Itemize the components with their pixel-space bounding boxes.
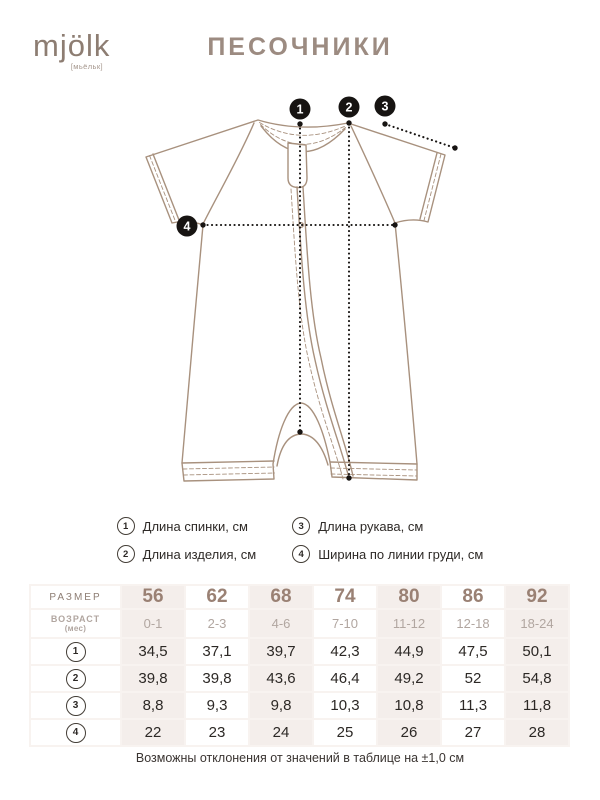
age-row-label-text: ВОЗРАСТ [50,613,101,624]
measure-row-number [31,639,120,664]
age-cell: 0-1 [122,610,184,637]
legend-number-4: 4 [292,545,310,563]
size-header: 92 [506,586,568,608]
marker-1-number: 1 [296,102,304,117]
value-cell: 39,8 [122,666,184,691]
value-cell: 27 [442,720,504,745]
legend-item-chest-width [292,545,483,563]
legend-label-chest-width: Ширина по линии груди, см [318,546,484,562]
value-cell: 44,9 [378,639,440,664]
page-title: ПЕСОЧНИКИ [207,33,393,61]
age-cell: 18-24 [506,610,568,637]
size-table-container [29,584,570,747]
measure-circle-1: 1 [66,642,86,662]
table-row-sleeve-length [31,693,568,718]
measure-row-number [31,666,120,691]
age-row-sublabel: (мес) [64,623,87,633]
legend-label-item-length: Длина изделия, см [142,546,257,562]
value-cell: 24 [250,720,312,745]
measure-circle-4: 4 [66,723,86,743]
legend-label-back-length: Длина спинки, см [142,518,248,534]
value-cell: 26 [378,720,440,745]
table-row-ages [31,610,568,637]
table-row-back-length [31,639,568,664]
brand-logo-text: mjölk [33,28,111,63]
value-cell: 25 [314,720,376,745]
legend-number-2: 2 [117,545,135,563]
table-row-chest-width [31,720,568,745]
value-cell: 34,5 [122,639,184,664]
marker-2-number: 2 [345,100,353,115]
brand-logo-transliteration: [мьёльк] [70,62,103,71]
value-cell: 50,1 [506,639,568,664]
value-cell: 28 [506,720,568,745]
measure-row-number [31,720,120,745]
value-cell: 39,8 [186,666,248,691]
age-row-label [31,610,120,637]
age-cell: 12-18 [442,610,504,637]
marker-3-number: 3 [381,99,389,114]
value-cell: 9,8 [250,693,312,718]
value-cell: 11,3 [442,693,504,718]
size-header: 56 [122,586,184,608]
legend-number-3: 3 [292,517,310,535]
age-cell: 4-6 [250,610,312,637]
legend-item-sleeve-length [292,517,483,535]
legend-number-1: 1 [117,517,135,535]
value-cell: 43,6 [250,666,312,691]
value-cell: 47,5 [442,639,504,664]
value-cell: 9,3 [186,693,248,718]
legend-label-sleeve-length: Длина рукава, см [318,518,424,534]
size-header: 74 [314,586,376,608]
tolerance-footnote: Возможны отклонения от значений в таблице на ±1,0 см [135,751,465,765]
value-cell: 46,4 [314,666,376,691]
age-cell: 11-12 [378,610,440,637]
value-cell: 42,3 [314,639,376,664]
value-cell: 8,8 [122,693,184,718]
measure-circle-2: 2 [66,669,86,689]
romper-diagram-svg [120,92,480,504]
value-cell: 37,1 [186,639,248,664]
age-cell: 7-10 [314,610,376,637]
size-table [29,584,570,747]
size-header: 68 [250,586,312,608]
value-cell: 23 [186,720,248,745]
value-cell: 10,3 [314,693,376,718]
value-cell: 52 [442,666,504,691]
age-cell: 2-3 [186,610,248,637]
value-cell: 54,8 [506,666,568,691]
table-row-sizes [31,586,568,608]
romper-measurement-diagram [120,92,480,504]
size-header: 86 [442,586,504,608]
measurement-legend [117,517,484,563]
measure-row-number [31,693,120,718]
value-cell: 10,8 [378,693,440,718]
size-header: 62 [186,586,248,608]
value-cell: 49,2 [378,666,440,691]
table-row-item-length [31,666,568,691]
value-cell: 39,7 [250,639,312,664]
value-cell: 11,8 [506,693,568,718]
marker-4-number: 4 [183,219,191,234]
size-row-label: РАЗМЕР [31,586,120,608]
legend-item-back-length [117,517,257,535]
size-header: 80 [378,586,440,608]
legend-item-item-length [117,545,257,563]
measure-circle-3: 3 [66,696,86,716]
romper-outline [146,120,445,481]
value-cell: 22 [122,720,184,745]
